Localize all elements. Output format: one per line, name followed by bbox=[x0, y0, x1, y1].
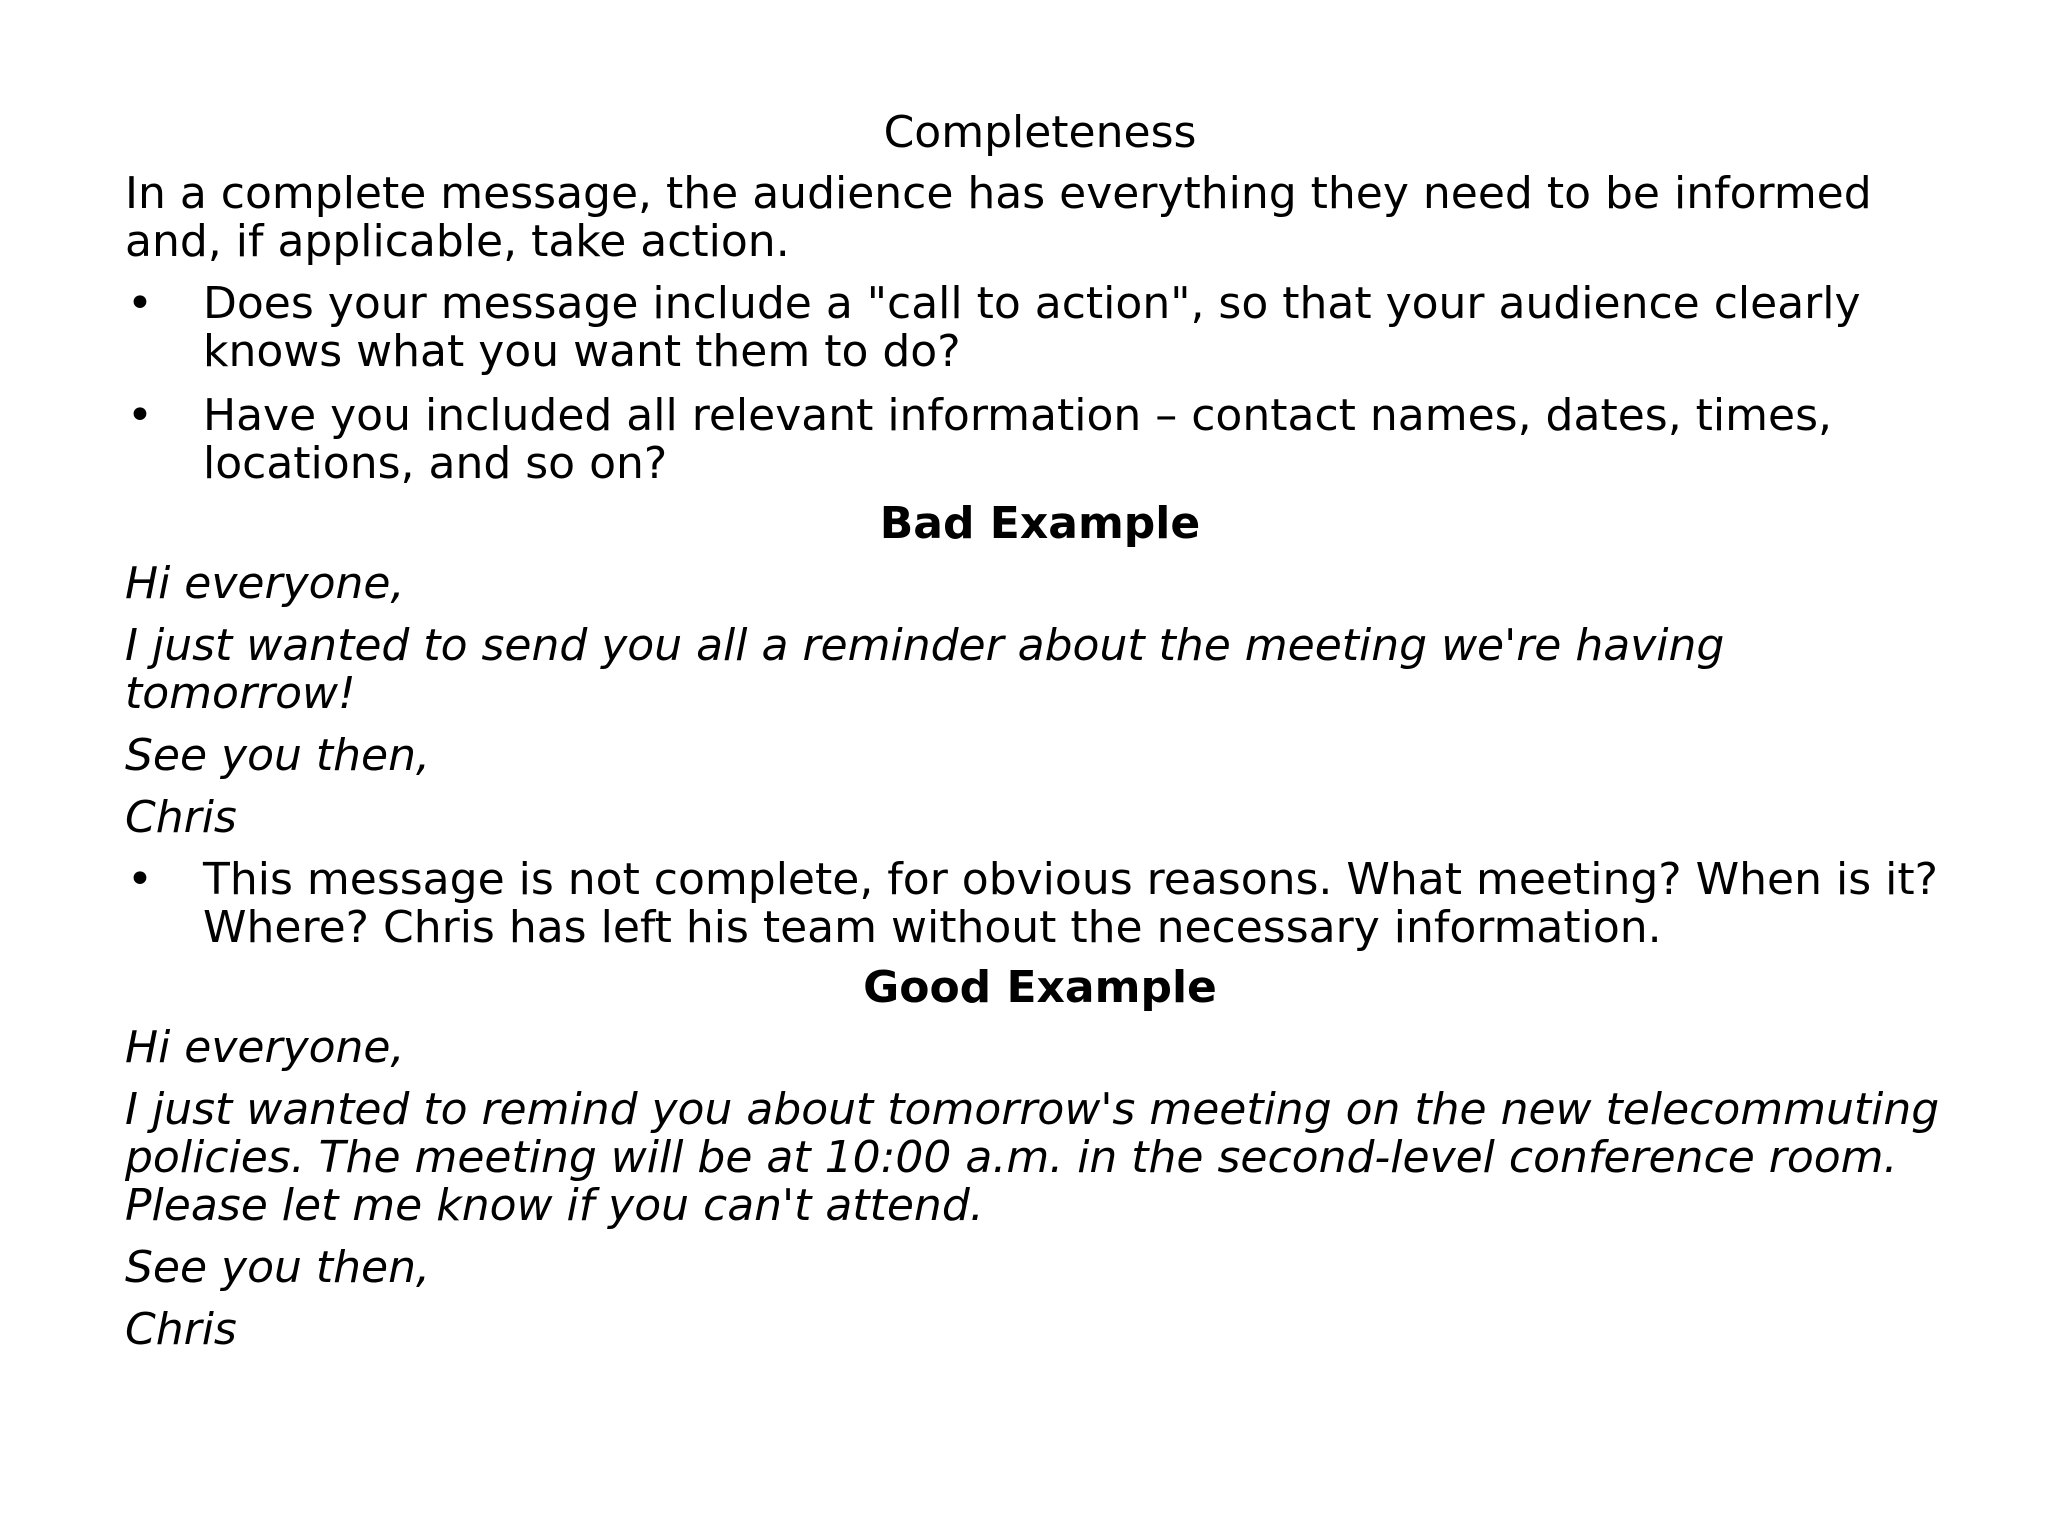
bad-example-signature: Chris bbox=[125, 792, 237, 843]
bullet-glyph: • bbox=[127, 278, 153, 329]
good-example-closing: See you then, bbox=[125, 1242, 430, 1293]
bad-example-heading: Bad Example bbox=[879, 498, 1201, 549]
bullet-text: This message is not complete, for obvious reasons. What meeting? When is it? Where? Chris has left his team without the necessary information. bbox=[203, 854, 1938, 953]
bad-example-comment bbox=[125, 856, 1955, 952]
bullet-glyph: • bbox=[127, 390, 153, 441]
bullet-item bbox=[125, 280, 1955, 376]
bad-example-greeting: Hi everyone, bbox=[125, 558, 405, 609]
good-example-greeting: Hi everyone, bbox=[125, 1022, 405, 1073]
good-example-signature: Chris bbox=[125, 1304, 237, 1355]
slide-title: Completeness bbox=[883, 107, 1197, 158]
bad-example-closing: See you then, bbox=[125, 730, 430, 781]
intro-paragraph: In a complete message, the audience has everything they need to be informed and, if applicable, take action. bbox=[125, 168, 1872, 267]
good-example-body: I just wanted to remind you about tomorrow's meeting on the new telecommuting policies. The meeting will be at 10:00 a.m. in the second-level conference room. Please let me know if you can't attend. bbox=[125, 1084, 1940, 1231]
slide-content bbox=[125, 106, 1955, 1354]
bullet-text: Does your message include a "call to action", so that your audience clearly knows what you want them to do? bbox=[203, 278, 1861, 377]
bullet-item bbox=[125, 392, 1955, 488]
bad-example-body: I just wanted to send you all a reminder about the meeting we're having tomorrow! bbox=[125, 620, 1725, 719]
bullet-glyph: • bbox=[127, 854, 153, 905]
bullet-text: Have you included all relevant information – contact names, dates, times, locations, and so on? bbox=[203, 390, 1832, 489]
good-example-heading: Good Example bbox=[863, 962, 1217, 1013]
